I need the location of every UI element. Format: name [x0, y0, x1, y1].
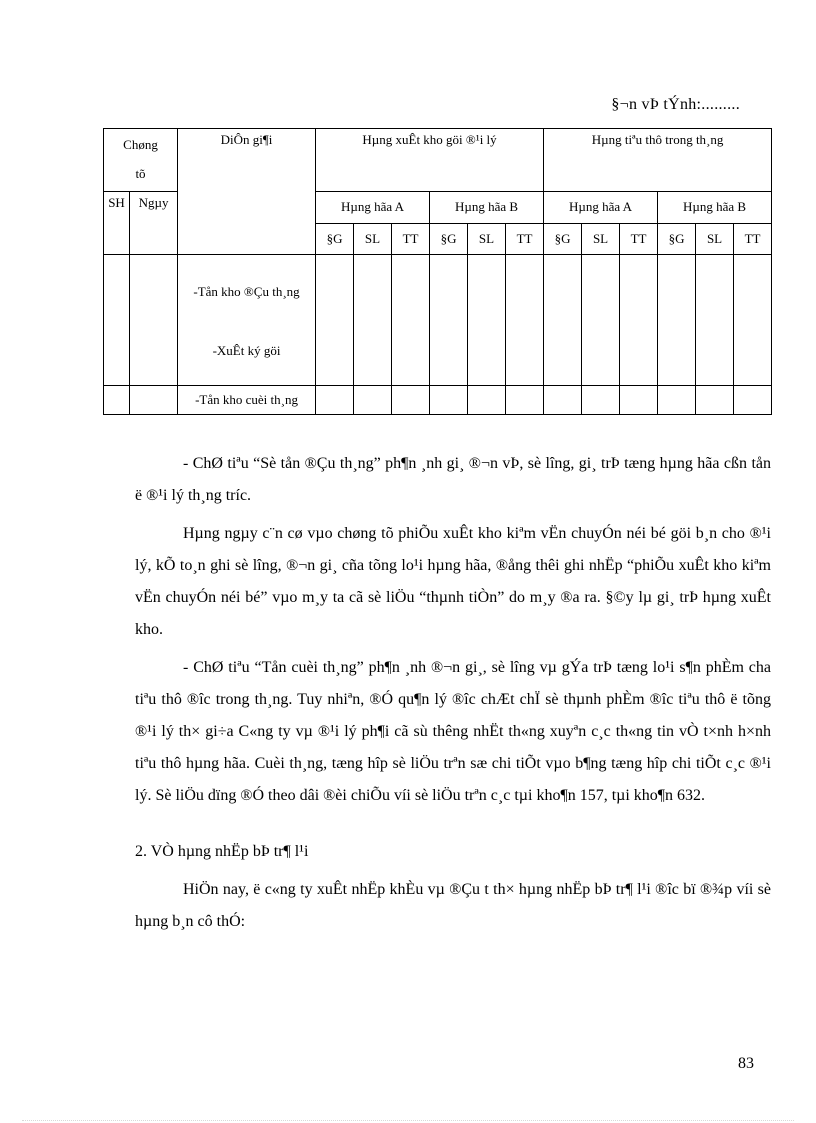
- header-dien-giai: DiÔn gi¶i: [178, 129, 316, 255]
- header-ngay: Ngµy: [130, 192, 178, 255]
- table-cell: [658, 255, 696, 386]
- table-cell: [620, 255, 658, 386]
- paragraph-ton-cuoi: - ChØ tiªu “Tån cuèi th¸ng” ph¶n ¸nh ®¬n gi¸, sè lîng vµ gÝa trÞ tæng lo¹i s¶n phÈm cha tiªu thô ®îc trong th¸ng. Tuy nhiªn, ®Ó qu¶n lý ®îc chÆt chÏ sè thµnh phÈm ®îc tiªu thô ë tõng ®¹i lý th× gi÷a C«ng ty vµ ®¹i lý ph¶i cã sù thêng nhËt th«ng xuyªn c¸c th«ng tin vÒ t×nh h×nh tiªu thô hµng hãa. Cuèi th¸ng, tæng hîp sè liÖu trªn sæ chi tiÕt vµo b¶ng tæng hîp chi tiÕt c¸c ®¹i lý. Sè liÖu dïng ®Ó theo dâi ®èi chiÕu víi sè liÖu trªn c¸c tµi kho¶n 157, tµi kho¶n 632.: [135, 659, 771, 804]
- subheader-dg: §G: [316, 224, 354, 255]
- header-goods-a: Hµng hãa A: [316, 192, 430, 224]
- header-tieu-thu: Hµng tiªu thô trong th¸ng: [544, 129, 772, 192]
- header-goods-b: Hµng hãa B: [430, 192, 544, 224]
- subheader-dg: §G: [544, 224, 582, 255]
- table-cell: [696, 386, 734, 415]
- table-cell: [130, 386, 178, 415]
- table-cell: [544, 386, 582, 415]
- table-cell: [620, 386, 658, 415]
- row-description: [178, 255, 316, 386]
- table-cell: [430, 386, 468, 415]
- paragraph-hien-nay: HiÖn nay, ë c«ng ty xuÊt nhËp khÈu vµ ®Çu t th× hµng nhËp bÞ tr¶ l¹i ®îc bï ®¾p víi sè hµng b¸n cô thÓ:: [135, 881, 771, 930]
- consignment-ledger-table: [103, 128, 772, 415]
- table-cell: [354, 255, 392, 386]
- table-cell: [696, 255, 734, 386]
- subheader-sl: SL: [582, 224, 620, 255]
- body-text: [135, 448, 771, 938]
- table-cell: [354, 386, 392, 415]
- table-cell: [130, 255, 178, 386]
- table-cell: [468, 255, 506, 386]
- subheader-tt: TT: [620, 224, 658, 255]
- table-cell: [506, 386, 544, 415]
- table-cell: [582, 255, 620, 386]
- header-goods-b: Hµng hãa B: [658, 192, 772, 224]
- table-cell: [734, 255, 772, 386]
- table-cell: [734, 386, 772, 415]
- table-cell: [392, 255, 430, 386]
- table-cell: [104, 386, 130, 415]
- table-cell: [316, 255, 354, 386]
- row-xuat-ky-gui: -XuÊt ký göi: [212, 343, 281, 358]
- table-cell: [544, 255, 582, 386]
- subheader-sl: SL: [354, 224, 392, 255]
- subheader-sl: SL: [696, 224, 734, 255]
- subheader-tt: TT: [506, 224, 544, 255]
- header-row-1: [104, 129, 772, 192]
- subheader-sl: SL: [468, 224, 506, 255]
- table-cell: [582, 386, 620, 415]
- section-heading: 2. VÒ hµng nhËp bÞ tr¶ l¹i: [135, 843, 309, 860]
- header-gui-dai-ly: Hµng xuÊt kho göi ®¹i lý: [316, 129, 544, 192]
- table-cell: [506, 255, 544, 386]
- subheader-dg: §G: [430, 224, 468, 255]
- table-cell: [430, 255, 468, 386]
- paragraph-hang-ngay: Hµng ngµy c¨n cø vµo chøng tõ phiÕu xuÊt kho kiªm vËn chuyÓn néi bé göi b¸n cho ®¹i lý, kÕ to¸n ghi sè lîng, ®¬n gi¸ cña tõng lo¹i hµng hãa, ®ång thêi ghi nhËp “phiÕu xuÊt kho kiªm vËn chuyÓn néi bé” vµo m¸y ta cã sè liÖu “thµnh tiÒn” do m¸y ®a ra. §©y lµ gi¸ trÞ hµng xuÊt kho.: [135, 525, 771, 638]
- paragraph-ton-dau: - ChØ tiªu “Sè tån ®Çu th¸ng” ph¶n ¸nh gi¸ ®¬n vÞ, sè lîng, gi¸ trÞ tæng hµng hãa cßn tån ë ®¹i lý th¸ng tríc.: [135, 455, 771, 504]
- subheader-dg: §G: [658, 224, 696, 255]
- footer-divider: [22, 1120, 794, 1121]
- table-row: [104, 386, 772, 415]
- subheader-tt: TT: [392, 224, 430, 255]
- page-number: 83: [738, 1055, 754, 1072]
- unit-label: §¬n vÞ tÝnh:.........: [611, 96, 740, 113]
- row-ton-cuoi: -Tån kho cuèi th¸ng: [178, 386, 316, 415]
- table-cell: [468, 386, 506, 415]
- header-chung-tu: Chøng tõ: [104, 129, 178, 192]
- table-cell: [104, 255, 130, 386]
- table-cell: [658, 386, 696, 415]
- header-sh: SH: [104, 192, 130, 255]
- subheader-tt: TT: [734, 224, 772, 255]
- row-ton-dau: -Tån kho ®Çu th¸ng: [193, 284, 300, 300]
- table-cell: [316, 386, 354, 415]
- table-cell: [392, 386, 430, 415]
- table-row: [104, 255, 772, 386]
- header-goods-a: Hµng hãa A: [544, 192, 658, 224]
